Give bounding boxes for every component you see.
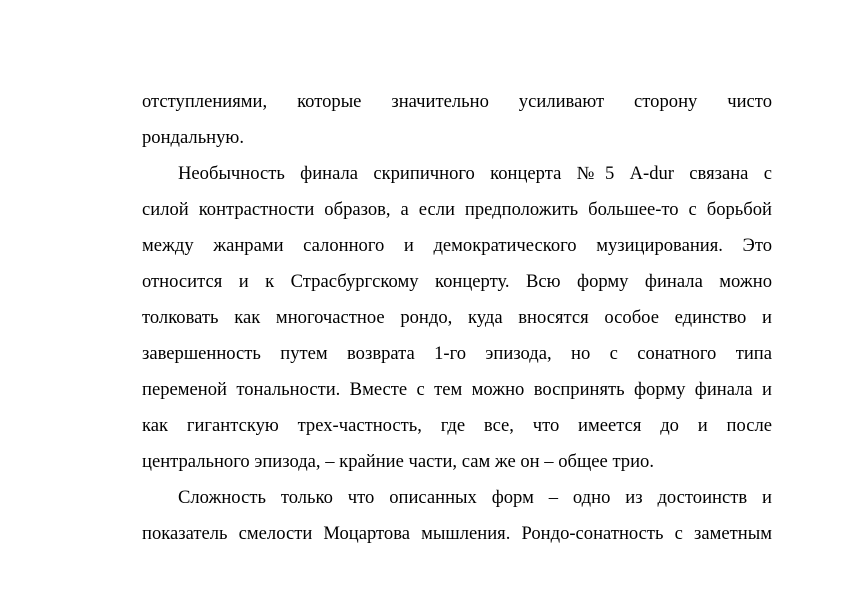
text-line: относится и к Страсбургскому концерту. Всю форму финала можно [142, 271, 772, 292]
text-line: переменой тональности. Вместе с тем можно воспринять форму финала и [142, 379, 772, 400]
text-line: показатель смелости Моцартова мышления. Рондо-сонатность с заметным [142, 523, 772, 544]
text-line: завершенность путем возврата 1-го эпизода, но с сонатного типа [142, 343, 772, 364]
text-line: как гигантскую трех-частность, где все, что имеется до и после [142, 415, 772, 436]
text-line: толковать как многочастное рондо, куда вносятся особое единство и [142, 307, 772, 328]
paragraph-first-line: Сложность только что описанных форм – одно из достоинств и [178, 487, 772, 508]
text-line: между жанрами салонного и демократического музицирования. Это [142, 235, 772, 256]
text-line: силой контрастности образов, а если предположить большее-то с борьбой [142, 199, 772, 220]
text-line: центрального эпизода, – крайние части, сам же он – общее трио. [142, 451, 654, 472]
document-body-text [142, 84, 772, 552]
text-line: отступлениями, которые значительно усиливают сторону чисто [142, 91, 772, 112]
paragraph-first-line: Необычность финала скрипичного концерта №5 A-dur связана с [178, 163, 772, 184]
text-line: рондальную. [142, 127, 244, 148]
